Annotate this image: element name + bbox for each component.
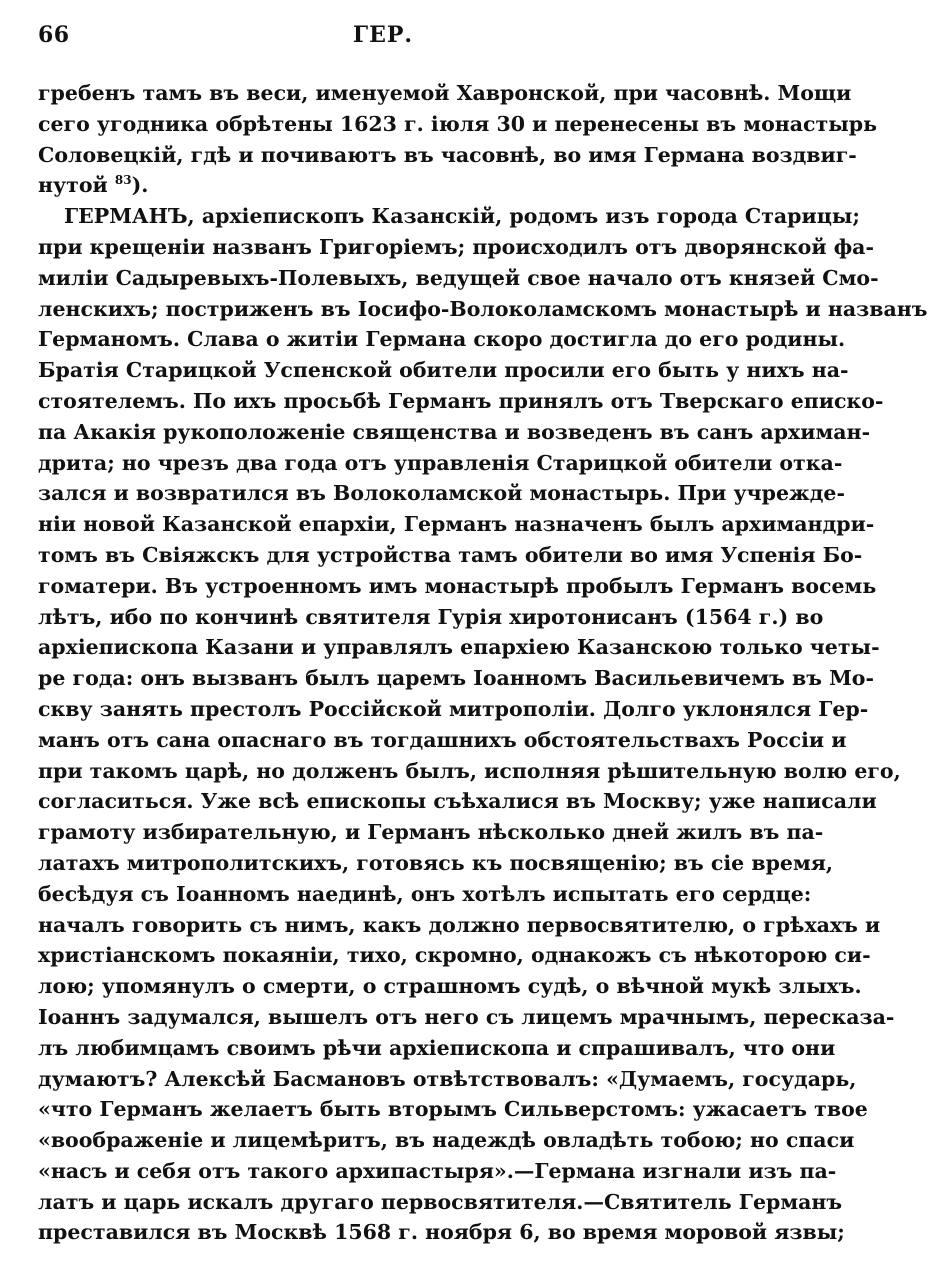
- text-line: ленскихъ; постриженъ въ Іосифо-Волоколамскомъ монастырѣ и названъ: [38, 296, 928, 321]
- text-line: дрита; но чрезъ два года отъ управленія Старицкой обители отка-: [38, 450, 843, 475]
- text-line: ре года: онъ вызванъ былъ царемъ Іоанномъ Васильевичемъ въ Мо-: [38, 666, 874, 691]
- text-fragment: нутой: [38, 173, 108, 198]
- paragraph-german-relics: [38, 78, 878, 201]
- text-line: латъ и царь искалъ другаго первосвятителя.—Святитель Германъ: [38, 1189, 843, 1214]
- text-line: лъ любимцамъ своимъ рѣчи архіепископа и спрашивалъ, что они: [38, 1035, 836, 1060]
- footnote-reference: 83: [114, 173, 132, 188]
- page-number: 66: [38, 22, 70, 48]
- text-fragment: ).: [131, 173, 149, 198]
- text-line: Германомъ. Слава о житіи Германа скоро достигла до его родины.: [38, 327, 846, 352]
- text-line: архіепископа Казани и управлялъ епархіею Казанскою только четы-: [38, 635, 880, 660]
- text-line: «воображеніе и лицемѣритъ, въ надеждѣ овладѣть тобою; но спаси: [38, 1128, 855, 1153]
- text-line: па Акакія рукоположеніе священства и возведенъ въ санъ архиман-: [38, 419, 871, 444]
- text-line: согласиться. Уже всѣ епископы съѣхалися въ Москву; уже написали: [38, 789, 877, 814]
- text-line: Іоаннъ задумался, вышелъ отъ него съ лицемъ мрачнымъ, пересказа-: [38, 1004, 895, 1029]
- text-line: лѣтъ, ибо по кончинѣ святителя Гурія хиротонисанъ (1564 г.) во: [38, 604, 824, 629]
- text-line: думаютъ? Алексѣй Басмановъ отвѣтствовалъ: «Думаемъ, государь,: [38, 1066, 857, 1091]
- text-line: грамоту избирательную, и Германъ нѣсколько дней жилъ въ па-: [38, 820, 824, 845]
- text-line: ніи новой Казанской епархіи, Германъ назначенъ былъ архимандри-: [38, 512, 875, 537]
- text-line: лою; упомянулъ о смерти, о страшномъ судѣ, о вѣчной мукѣ злыхъ.: [38, 974, 862, 999]
- text-line: [38, 170, 740, 201]
- text-line: миліи Садыревыхъ-Полевыхъ, ведущей свое начало отъ князей Смо-: [38, 265, 879, 290]
- text-line: томъ въ Свіяжскъ для устройства тамъ обители во имя Успенія Бо-: [38, 542, 863, 567]
- text-line: ГЕРМАНЪ, архіепископъ Казанскій, родомъ изъ города Старицы;: [64, 204, 860, 229]
- text-line: христіанскомъ покаяніи, тихо, скромно, однакожъ съ нѣкоторою си-: [38, 943, 871, 968]
- page-header: [38, 22, 728, 58]
- text-line: зался и возвратился въ Волоколамской монастырь. При учрежде-: [38, 481, 845, 506]
- text-line: «что Германъ желаетъ быть вторымъ Сильверстомъ: ужасаетъ твое: [38, 1097, 868, 1122]
- text-line: стоятелемъ. По ихъ просьбѣ Германъ принялъ отъ Тверскаго еписко-: [38, 388, 884, 413]
- text-line: преставился въ Москвѣ 1568 г. ноября 6, во время моровой язвы;: [38, 1220, 845, 1245]
- text-line: при крещеніи названъ Григоріемъ; происходилъ отъ дворянской фа-: [38, 234, 874, 259]
- body-text: [38, 78, 928, 1248]
- text-line: латахъ митрополитскихъ, готовясь къ посвященію; въ сіе время,: [38, 850, 834, 875]
- paragraph-german-archbishop: [38, 201, 928, 1248]
- text-line: «насъ и себя отъ такого архипастыря».—Германа изгнали изъ па-: [38, 1158, 837, 1183]
- text-line: бесѣдуя съ Іоанномъ наединѣ, онъ хотѣлъ испытать его сердце:: [38, 881, 812, 906]
- text-line: Соловецкій, гдѣ и почиваютъ въ часовнѣ, во имя Германа воздвиг-: [38, 142, 857, 167]
- running-head: ГЕР.: [352, 22, 414, 48]
- text-line: скву занять престолъ Россійской митрополіи. Долго уклонялся Гер-: [38, 696, 869, 721]
- text-line: сего угодника обрѣтены 1623 г. іюля 30 и перенесены въ монастырь: [38, 111, 878, 136]
- text-line: началъ говорить съ нимъ, какъ должно первосвятителю, о грѣхахъ и: [38, 912, 881, 937]
- text-line: гоматери. Въ устроенномъ имъ монастырѣ пробылъ Германъ восемь: [38, 573, 877, 598]
- text-line: при такомъ царѣ, но долженъ былъ, исполняя рѣшительную волю его,: [38, 758, 901, 783]
- text-line: Братія Старицкой Успенской обители просили его быть у нихъ на-: [38, 358, 849, 383]
- text-line: манъ отъ сана опаснаго въ тогдашнихъ обстоятельствахъ Россіи и: [38, 727, 847, 752]
- text-line: гребенъ тамъ въ веси, именуемой Хавронской, при часовнѣ. Мощи: [38, 81, 852, 105]
